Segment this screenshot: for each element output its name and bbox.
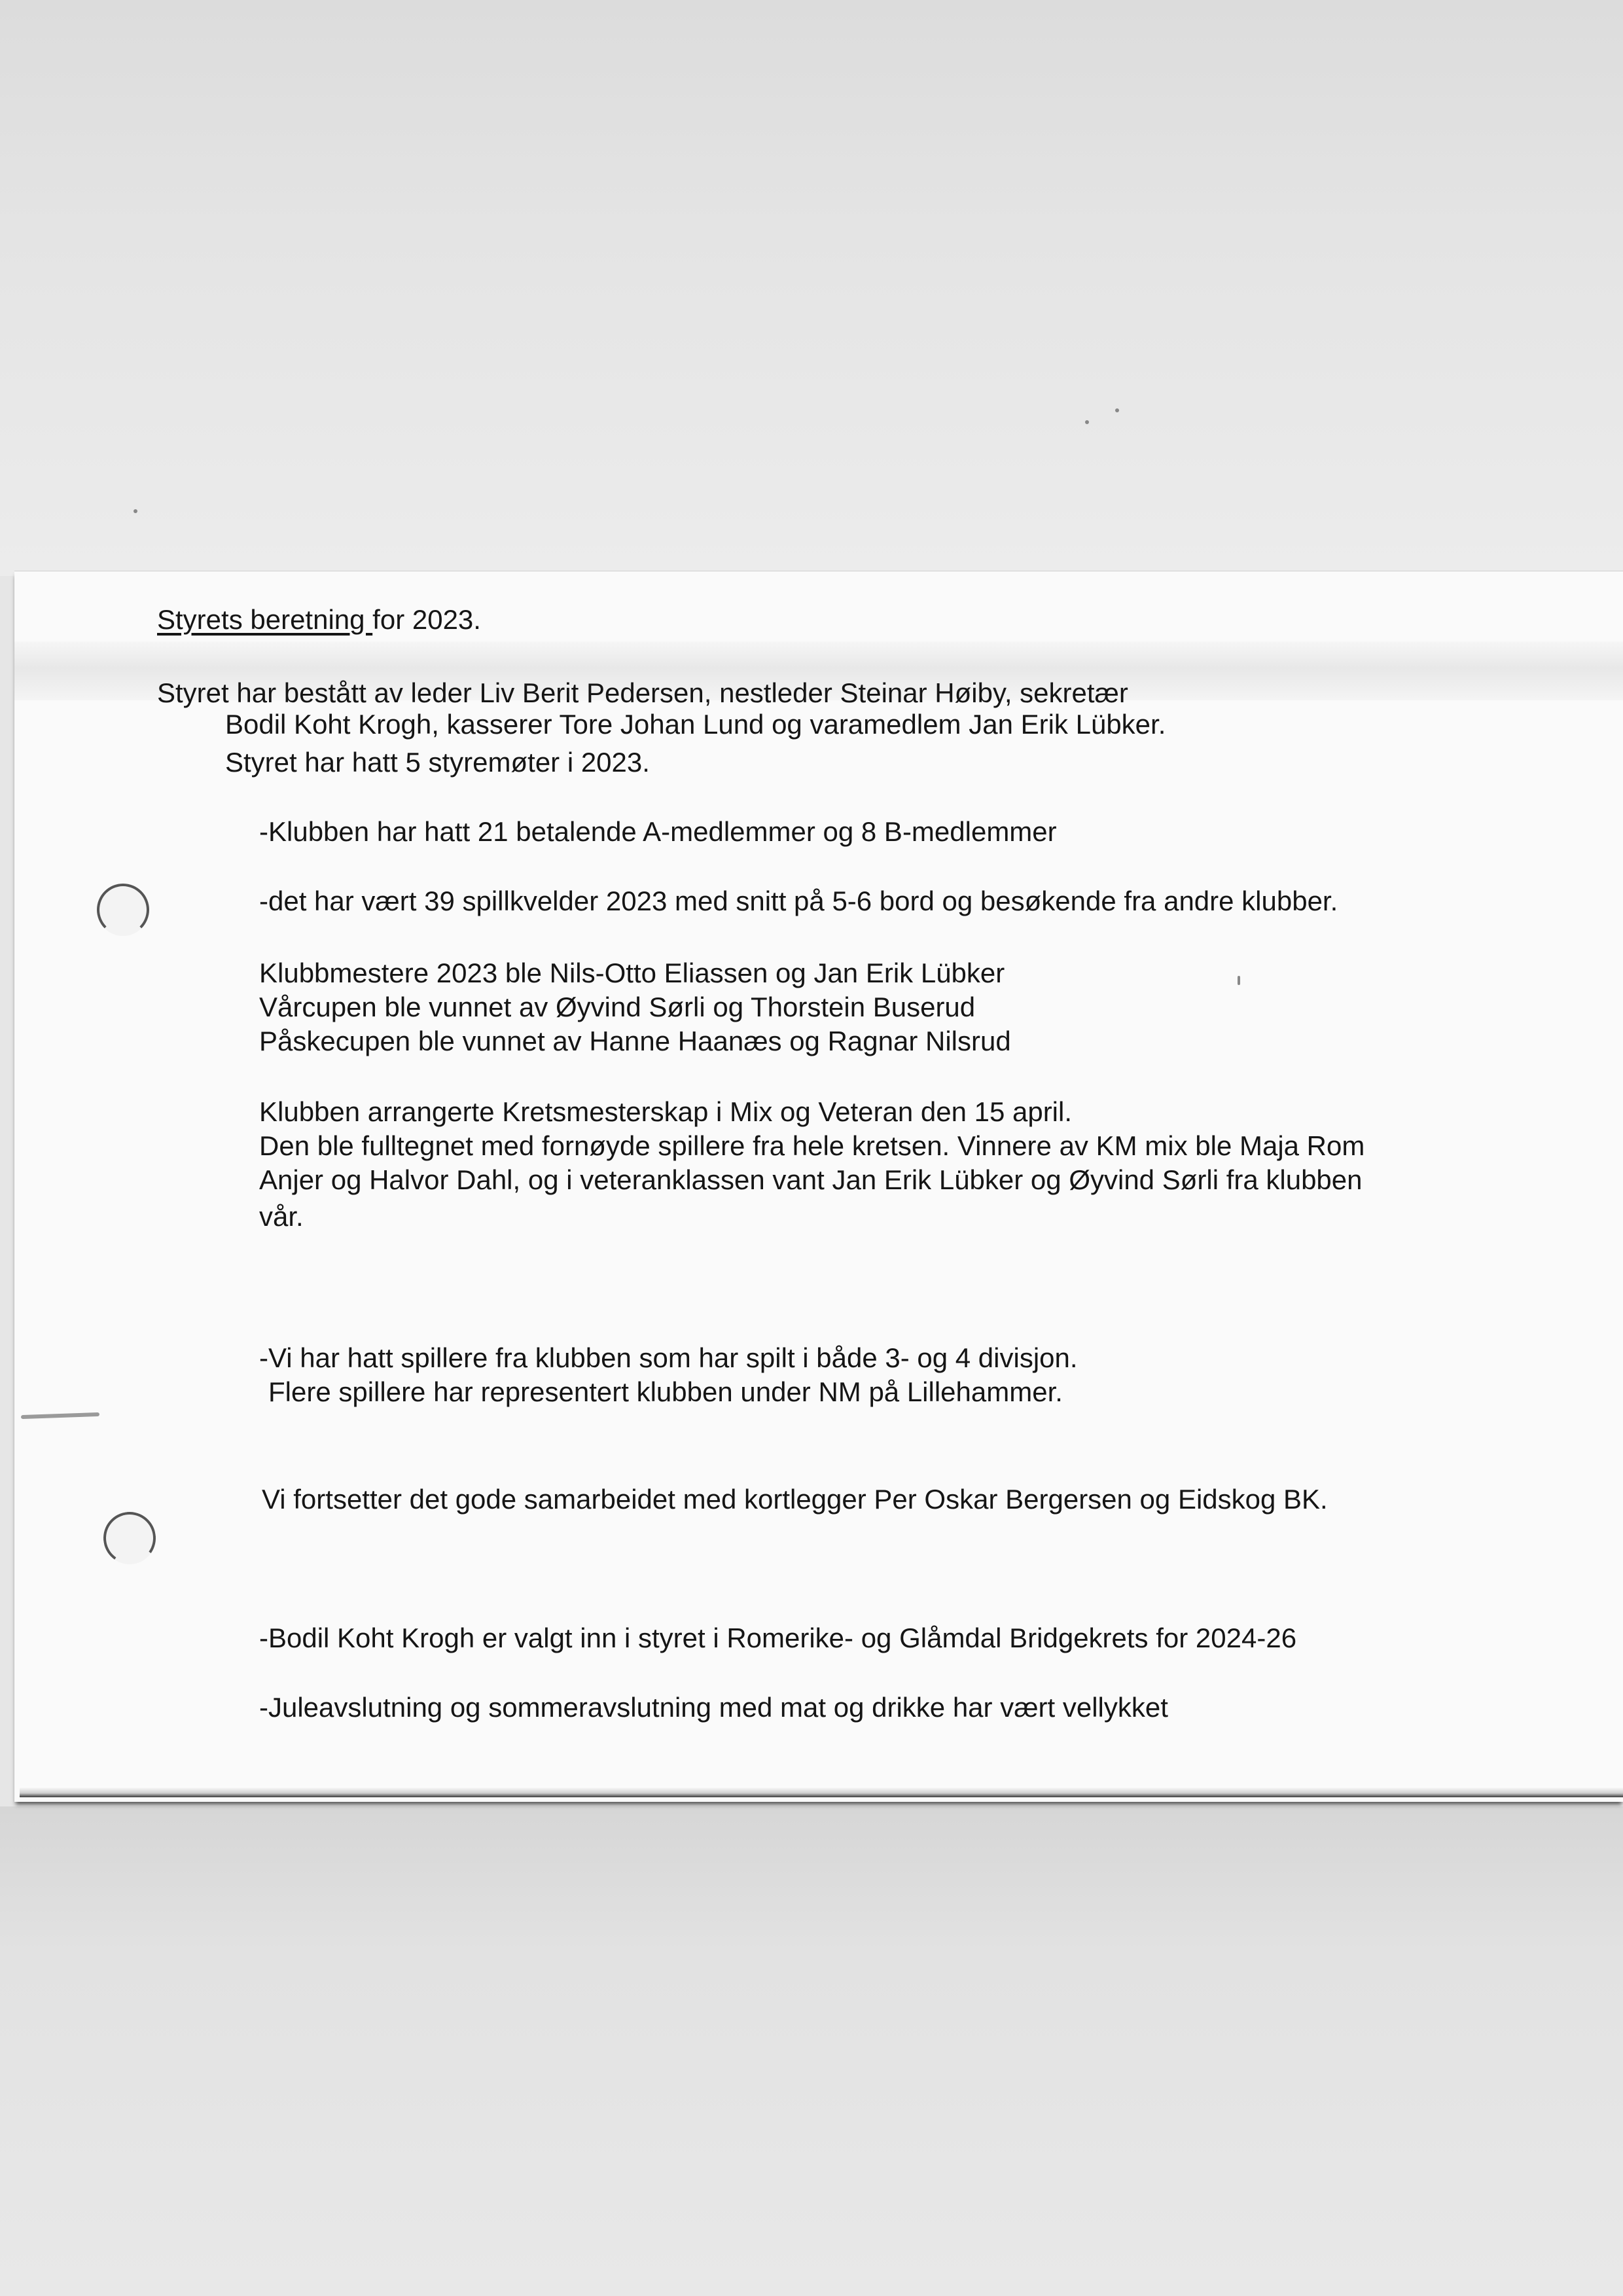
divisions-paragraph-line: -Vi har hatt spillere fra klubben som har spilt i både 3- og 4 divisjon. [259,1342,1078,1373]
km-paragraph-line: Anjer og Halvor Dahl, og i veteranklassen vant Jan Erik Lübker og Øyvind Sørli fra klubben [259,1164,1363,1195]
scan-background-bottom [0,1806,1623,2296]
stray-comma-mark [1238,976,1240,985]
members-paragraph: -Klubben har hatt 21 betalende A-medlemmer og 8 B-medlemmer [259,816,1057,847]
champions-line: Klubbmestere 2023 ble Nils-Otto Eliassen og Jan Erik Lübker [259,958,1005,988]
board-paragraph-line: Styret har hatt 5 styremøter i 2023. [225,747,650,778]
km-paragraph-line: Den ble fulltegnet med fornøyde spillere fra hele kretsen. Vinnere av KM mix ble Maja Rom [259,1130,1365,1161]
divisions-paragraph-line: Flere spillere har representert klubben under NM på Lillehammer. [268,1376,1063,1407]
km-paragraph-line: vår. [259,1201,304,1232]
champions-line: Påskecupen ble vunnet av Hanne Haanæs og Ragnar Nilsrud [259,1026,1011,1056]
scan-speck [1085,420,1089,424]
title-rest: for 2023. [372,604,481,635]
board-paragraph-line: Styret har bestått av leder Liv Berit Pedersen, nestleder Steinar Høiby, sekretær [157,677,1128,708]
document-title [157,603,481,636]
scan-speck [1115,408,1119,412]
party-paragraph: -Juleavslutning og sommeravslutning med mat og drikke har vært vellykket [259,1692,1168,1723]
scan-background-top [0,0,1623,576]
km-paragraph-line: Klubben arrangerte Kretsmesterskap i Mix og Veteran den 15 april. [259,1096,1073,1127]
board-paragraph-line: Bodil Koht Krogh, kasserer Tore Johan Lund og varamedlem Jan Erik Lübker. [225,709,1166,740]
punch-hole-icon [97,884,149,936]
evenings-paragraph: -det har vært 39 spillkvelder 2023 med snitt på 5-6 bord og besøkende fra andre klubber. [259,886,1338,916]
cooperation-paragraph: Vi fortsetter det gode samarbeidet med kortlegger Per Oskar Bergersen og Eidskog BK. [262,1484,1328,1515]
title-underlined: Styrets beretning [157,604,373,635]
krets-paragraph: -Bodil Koht Krogh er valgt inn i styret i Romerike- og Glåmdal Bridgekrets for 2024-26 [259,1623,1297,1653]
champions-line: Vårcupen ble vunnet av Øyvind Sørli og Thorstein Buserud [259,992,976,1022]
paper-bottom-edge [20,1787,1623,1797]
scan-speck [134,509,137,513]
